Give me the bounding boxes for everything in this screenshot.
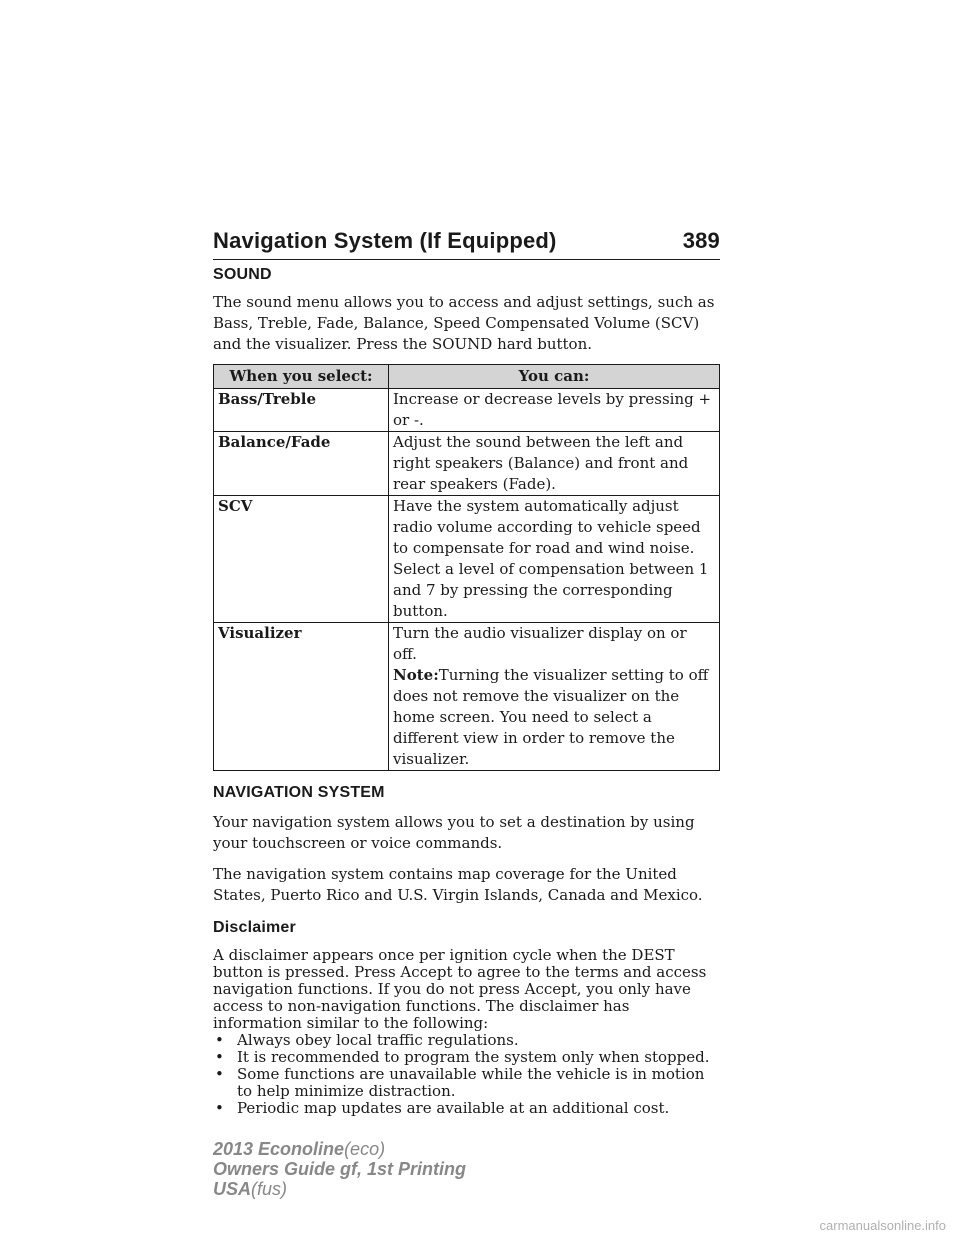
page-content bbox=[213, 266, 720, 1117]
row-can-cell: Adjust the sound between the left and right speakers (Balance) and front and rear speakers (Fade). bbox=[389, 432, 720, 496]
table-row bbox=[214, 432, 720, 496]
footer-market-code: (fus) bbox=[251, 1179, 288, 1199]
footer-line-2: Owners Guide gf, 1st Printing bbox=[213, 1159, 467, 1179]
row-can-cell: Increase or decrease levels by pressing + or -. bbox=[389, 389, 720, 432]
row-select-cell: Balance/Fade bbox=[214, 432, 389, 496]
disclaimer-list bbox=[213, 1032, 720, 1117]
navigation-paragraph-2: The navigation system contains map coverage for the United States, Puerto Rico and U.S. Virgin Islands, Canada and Mexico. bbox=[213, 865, 703, 904]
disclaimer-heading: Disclaimer bbox=[213, 919, 296, 936]
column-header-can: You can: bbox=[389, 365, 720, 389]
row-can-cell: Have the system automatically adjust radio volume according to vehicle speed to compensate for road and wind noise. Select a level of compensation between 1 and 7 by pressing the corresponding button. bbox=[389, 496, 720, 623]
print-footer bbox=[213, 1139, 466, 1199]
watermark: carmanualsonline.info bbox=[819, 1218, 946, 1233]
list-item: • Always obey local traffic regulations. bbox=[213, 1032, 720, 1049]
note-label: Note: bbox=[393, 666, 439, 684]
running-head bbox=[213, 228, 720, 254]
visualizer-note bbox=[393, 665, 715, 770]
list-item: • It is recommended to program the system only when stopped. bbox=[213, 1049, 720, 1066]
navigation-paragraph-1: Your navigation system allows you to set a destination by using your touchscreen or voice commands. bbox=[213, 813, 695, 852]
column-header-select: When you select: bbox=[214, 365, 389, 389]
sound-intro: The sound menu allows you to access and adjust settings, such as Bass, Treble, Fade, Balance, Speed Compensated Volume (SCV) and the visualizer. Press the SOUND hard button. bbox=[213, 293, 715, 353]
row-select-cell: Visualizer bbox=[214, 623, 389, 771]
footer-market: USA bbox=[213, 1179, 252, 1199]
row-select-cell: Bass/Treble bbox=[214, 389, 389, 432]
list-item: • Some functions are unavailable while the vehicle is in motion to help minimize distraction. bbox=[213, 1066, 720, 1100]
navigation-heading: NAVIGATION SYSTEM bbox=[213, 784, 385, 801]
table-row bbox=[214, 389, 720, 432]
table-row bbox=[214, 623, 720, 771]
page-number: 389 bbox=[682, 228, 720, 253]
header-rule bbox=[213, 259, 720, 260]
disclaimer-text: A disclaimer appears once per ignition cycle when the DEST button is pressed. Press Accept to agree to the terms and access navigation functions. If you do not press Accept, you only have access to non-navigation functions. The disclaimer has information similar to the following: bbox=[213, 946, 707, 1032]
row-select-cell: SCV bbox=[214, 496, 389, 623]
list-item: • Periodic map updates are available at an additional cost. bbox=[213, 1100, 720, 1117]
table-row bbox=[214, 496, 720, 623]
sound-heading: SOUND bbox=[213, 266, 272, 283]
row-can-cell bbox=[389, 623, 720, 771]
footer-model: 2013 Econoline bbox=[213, 1139, 345, 1159]
footer-line-3 bbox=[213, 1179, 466, 1199]
table-header-row bbox=[214, 365, 720, 389]
footer-model-code: (eco) bbox=[344, 1139, 386, 1159]
visualizer-description: Turn the audio visualizer display on or off. bbox=[393, 624, 687, 663]
footer-line-1 bbox=[213, 1139, 466, 1159]
sound-settings-table bbox=[213, 364, 720, 771]
note-text: Turning the visualizer setting to off does not remove the visualizer on the home screen. You need to select a different view in order to remove the visualizer. bbox=[393, 666, 709, 768]
chapter-title: Navigation System (If Equipped) bbox=[213, 228, 557, 253]
